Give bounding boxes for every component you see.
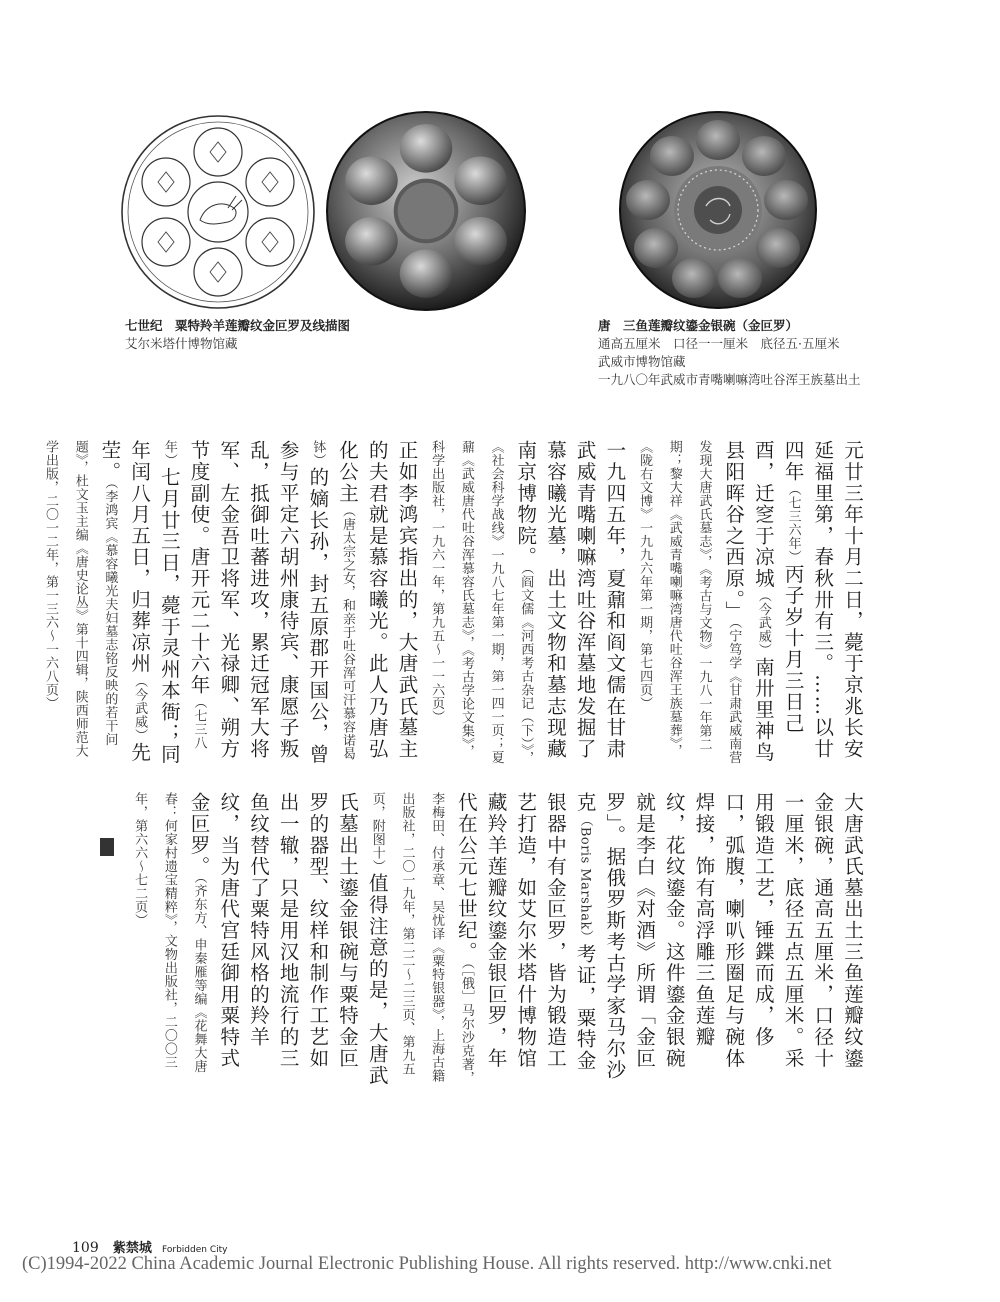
body-text: 先茔。	[98, 440, 152, 764]
annotation: （齐东方、申秦雁等编《花舞大唐春：何家村遗宝精粹》，文物出版社，二〇〇三年，第六六～七二页）	[132, 792, 207, 1074]
copyright-watermark: (C)1994-2022 China Academic Journal Electronic Publishing House. All rights reserved. http://www.cnki.net	[22, 1254, 832, 1274]
annotation: （Boris Marshak）	[577, 813, 593, 944]
line-drawing-illustration	[118, 112, 318, 312]
annotation: （七三六年）	[785, 482, 801, 564]
body-text: 考证，粟特金银器中有金叵罗，皆为锻造工艺打造，如艾尔米塔什博物馆藏羚羊莲瓣纹鎏金银叵罗，年代在公元七世纪。	[454, 792, 597, 1072]
annotation: （阎文儒《河西考古杂记（下）》，《社会科学战线》一九八七年第一期，第一四一页；夏鼐《武威唐代吐谷浑慕容氏墓志》，《考古学论文集》，科学出版社，一九六一年，第九五～一一六页）	[429, 440, 534, 765]
annotation: （唐太宗之女，和亲于吐谷浑可汗慕容诺曷钵）	[310, 440, 356, 761]
figure-caption-left	[125, 317, 505, 353]
body-text: 七月廿三日，薨于灵州本衙；同年闰八月五日，归葬凉州	[128, 440, 181, 766]
caption-line: 一九八〇年武威市青嘴喇嘛湾吐谷浑王族墓出土	[598, 372, 861, 387]
caption-line: 艾尔米塔什博物馆藏	[125, 336, 238, 351]
caption-title: 唐 三鱼莲瓣纹鎏金银碗（金叵罗）	[598, 318, 799, 333]
body-text: 一九四五年，夏鼐和阎文儒在甘肃武威青嘴喇嘛湾吐谷浑墓地发掘了慕容曦光墓，出土文物和墓志现藏南京博物院。	[514, 440, 627, 760]
annotation: （七三八年）	[161, 440, 207, 750]
body-text: 丙子岁十月三日己酉，迁窆于凉城	[751, 440, 805, 735]
upper-body-text	[43, 440, 867, 770]
body-text: 的嫡长孙，封五原郡开国公，曾参与平定六胡州康待宾、康愿子叛乱，抵御吐蕃进攻，累迁冠军大将军、左金吾卫将军、光禄卿、朔方节度副使。唐开元二十六年	[187, 440, 330, 766]
caption-title: 七世纪 粟特羚羊莲瓣纹金叵罗及线描图	[125, 318, 351, 333]
sogdian-gold-bowl-photo	[325, 110, 527, 312]
body-text: 南卅里神鸟县阳晖谷之西原。」	[722, 440, 775, 764]
body-text: 大唐武氏墓出土三鱼莲瓣纹鎏金银碗，通高五厘米，口径十一厘米，底径五点五厘米。采用锻造工艺，锤鍱而成，侈口，弧腹，喇叭形圈足与碗体焊接，饰有高浮雕三鱼莲瓣纹，花纹鎏金。这件鎏金银碗就是李白《对酒》所谓「金叵罗」。据俄罗斯考古学家马尔沙克	[573, 792, 864, 1081]
annotation: （［俄］马尔沙克著，李梅田、付承章、吴忧译《粟特银器》，上海古籍出版社，二〇一九年，第二二～二三页、第九五页，附图十）	[369, 792, 474, 1085]
magazine-name: 紫禁城	[112, 1241, 152, 1256]
caption-line: 武威市博物馆藏	[598, 354, 686, 369]
body-text: 正如李鸿宾指出的，大唐武氏墓主的夫君就是慕容曦光。此人乃唐弘化公主	[336, 440, 419, 760]
caption-line: 通高五厘米 口径一一厘米 底径五·五厘米	[598, 336, 840, 351]
annotation: （李鸿宾《慕容曦光夫妇墓志铭反映的若干问题》，杜文玉主编《唐史论丛》第十四辑，陕西师范大学出版，二〇一二年，第一三六～一六八页）	[43, 440, 118, 758]
figure-caption-right	[598, 317, 898, 389]
page-number: 109	[72, 1240, 99, 1256]
section-mark-icon	[100, 838, 114, 856]
body-text: 值得注意的是，大唐武氏墓出土鎏金银碗与粟特金叵罗的器型、纹样和制作工艺如出一辙，只是用汉地流行的三鱼纹替代了粟特风格的羚羊纹，当为唐代宫廷御用粟特式金叵罗。	[187, 792, 389, 1086]
annotation: （今武威）	[132, 674, 148, 742]
lower-body-text	[67, 792, 867, 1090]
annotation: （宁笃学《甘肃武威南营发现大唐武氏墓志》，《考古与文物》一九八一年第二期；黎大祥《武威青嘴喇嘛湾唐代吐谷浑王族墓葬》，《陇右文博》一九九六年第一期，第七四页）	[637, 440, 742, 764]
magazine-name-en: Forbidden City	[162, 1245, 228, 1255]
body-text: 元廿三年十月二日，薨于京兆长安延福里第，春秋卅有三。……以廿四年	[781, 440, 864, 760]
annotation: （今武威）	[755, 589, 771, 657]
three-fish-silver-bowl-photo	[618, 110, 818, 310]
